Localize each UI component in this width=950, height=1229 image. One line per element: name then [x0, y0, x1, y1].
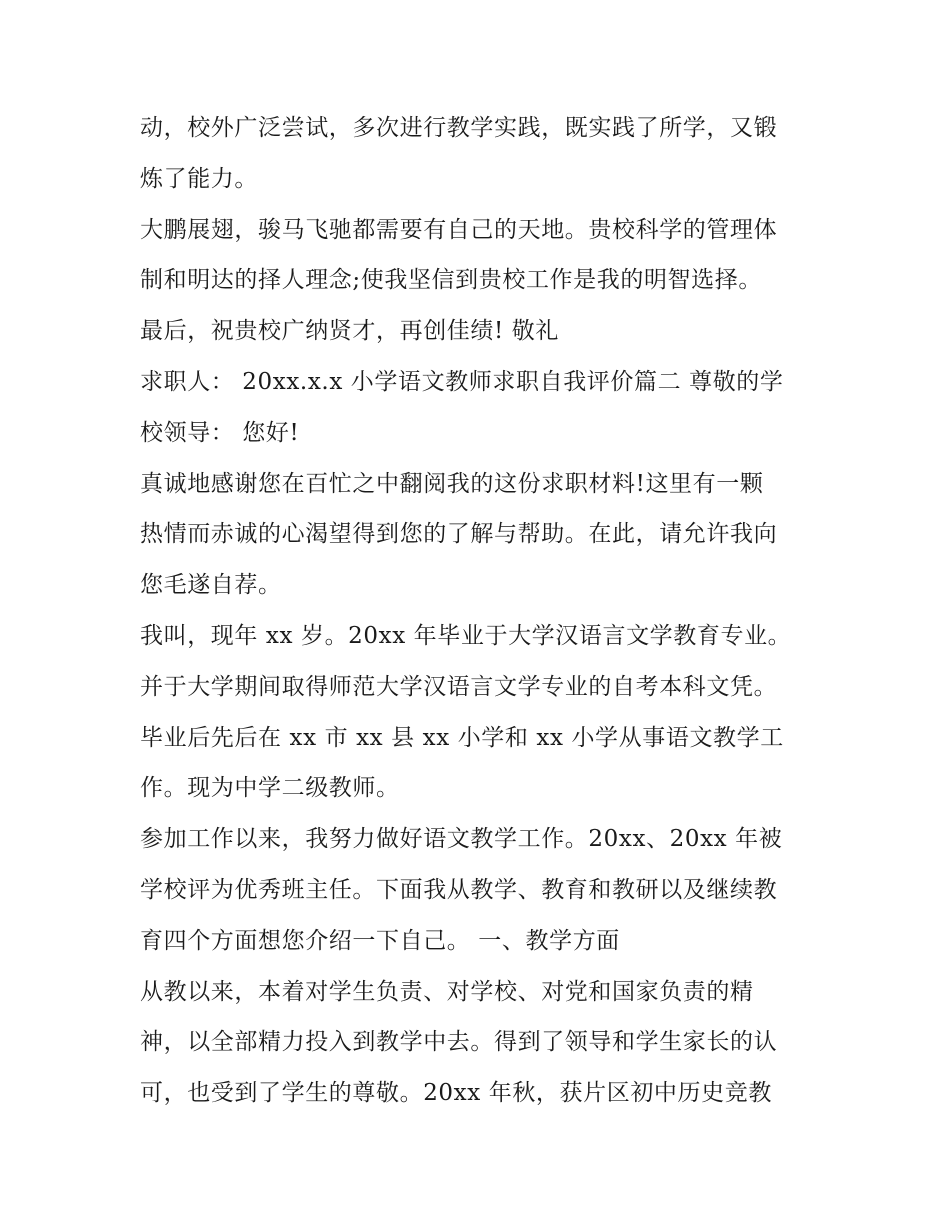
- text-line: 您毛遂自荐。: [140, 572, 282, 599]
- text-line: 我叫，现年 xx 岁。20xx 年毕业于大学汉语言文学教育专业。: [140, 622, 792, 649]
- text-line: 育四个方面想您介绍一下自己。 一、教学方面: [140, 927, 620, 954]
- text-line: 毕业后先后在 xx 市 xx 县 xx 小学和 xx 小学从事语文教学工: [140, 724, 784, 751]
- text-line: 学校评为优秀班主任。下面我从教学、教育和教研以及继续教: [140, 876, 778, 903]
- text-line: 大鹏展翅，骏马飞驰都需要有自己的天地。贵校科学的管理体: [140, 216, 778, 243]
- text-line: 从教以来，本着对学生负责、对学校、对党和国家负责的精: [140, 978, 754, 1005]
- document-body: [140, 103, 830, 1119]
- text-line: 热情而赤诚的心渴望得到您的了解与帮助。在此，请允许我向: [140, 521, 778, 548]
- text-line: 神，以全部精力投入到教学中去。得到了领导和学生家长的认: [140, 1029, 778, 1056]
- text-line: 最后，祝贵校广纳贤才，再创佳绩! 敬礼: [140, 318, 559, 345]
- text-line: 求职人： 20xx.x.x 小学语文教师求职自我评价篇二 尊敬的学: [140, 368, 784, 395]
- text-line: 可，也受到了学生的尊敬。20xx 年秋，获片区初中历史竞教: [140, 1080, 772, 1107]
- text-line: 制和明达的择人理念;使我坚信到贵校工作是我的明智选择。: [140, 267, 762, 294]
- text-line: 真诚地感谢您在百忙之中翻阅我的这份求职材料!这里有一颗: [140, 470, 764, 497]
- text-line: 炼了能力。: [140, 165, 258, 192]
- text-line: 参加工作以来，我努力做好语文教学工作。20xx、20xx 年被: [140, 826, 783, 853]
- text-line: 并于大学期间取得师范大学汉语言文学专业的自考本科文凭。: [140, 673, 778, 700]
- text-line: 作。现为中学二级教师。: [140, 775, 400, 802]
- text-line: 校领导： 您好!: [140, 419, 300, 446]
- text-line: 动，校外广泛尝试，多次进行教学实践，既实践了所学，又锻: [140, 115, 778, 141]
